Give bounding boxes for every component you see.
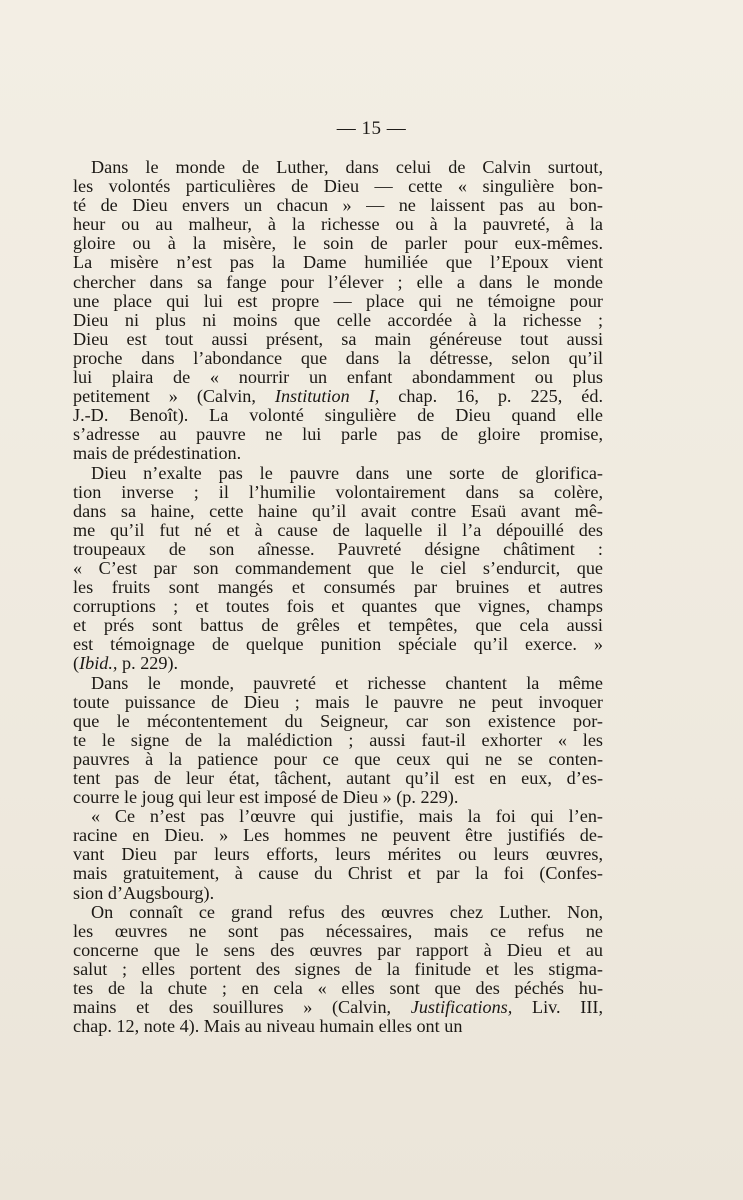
text-line: troupeaux de son aînesse. Pauvreté désigne châtiment :: [73, 538, 603, 559]
text-line: Dans le monde, pauvreté et richesse chantent la même: [91, 672, 603, 693]
text-line: et prés sont battus de grêles et tempêtes, que cela aussi: [73, 615, 603, 636]
text-line: chercher dans sa fange pour l’élever ; elle a dans le monde: [73, 271, 603, 292]
cited-work-title: Institution I,: [274, 386, 380, 407]
text-line: Dieu n’exalte pas le pauvre dans une sorte de glorifica-: [91, 462, 603, 483]
text-line: heur ou au malheur, à la richesse ou à la pauvreté, à la: [73, 214, 603, 235]
text-line: J.-D. Benoît). La volonté singulière de Dieu quand elle: [73, 405, 603, 426]
text-line: tent pas de leur état, tâchent, autant qu’il est en eux, d’es-: [73, 768, 603, 788]
text-line: salut ; elles portent des signes de la finitude et les stigma-: [73, 958, 603, 979]
text-line: toute puissance de Dieu ; mais le pauvre ne peut invoquer: [73, 691, 603, 712]
text-line: vant Dieu par leurs efforts, leurs mérites ou leurs œuvres,: [73, 844, 603, 865]
text-line: On connaît ce grand refus des œuvres chez Luther. Non,: [91, 901, 603, 922]
paragraph-1: [73, 158, 603, 464]
text-line: que le mécontentement du Seigneur, car son existence por-: [73, 710, 603, 731]
text-line: « C’est par son commandement que le ciel s’endurcit, que: [73, 557, 603, 578]
text-line: proche dans l’abondance que dans la détresse, selon qu’il: [73, 347, 603, 368]
paragraph-2: [73, 464, 603, 674]
text-line: (Ibid., p. 229).: [73, 653, 179, 674]
text-line: gloire ou à la misère, le soin de parler pour eux-mêmes.: [73, 233, 603, 254]
text-line: les œuvres ne sont pas nécessaires, mais ce refus ne: [73, 920, 603, 941]
text-line: te le signe de la malédiction ; aussi faut-il exhorter « les: [73, 729, 603, 750]
text-line: Dieu ni plus ni moins que celle accordée à la richesse ;: [73, 309, 603, 330]
text-line: tion inverse ; il l’humilie volontairement dans sa colère,: [73, 481, 603, 502]
text-line: té de Dieu envers un chacun » — ne laissent pas au bon-: [73, 195, 603, 216]
text-line: mais de prédestination.: [73, 443, 242, 464]
text-line: pauvres à la patience pour ce que ceux qui ne se conten-: [73, 748, 603, 769]
text-line: « Ce n’est pas l’œuvre qui justifie, mais la foi qui l’en-: [91, 806, 603, 827]
text-line: est témoignage de quelque punition spéciale qu’il exerce. »: [73, 634, 603, 655]
cited-work-title: Justifications,: [410, 997, 513, 1018]
text-line: me qu’il fut né et à cause de laquelle il l’a dépouillé des: [73, 519, 603, 540]
text-line: dans sa haine, cette haine qu’il avait contre Esaü avant mê-: [73, 500, 603, 521]
text-line: une place qui lui est propre — place qui ne témoigne pour: [73, 290, 603, 311]
text-line: petitement » (Calvin, Institution I, chap. 16, p. 225, éd.: [73, 386, 603, 407]
text-line: Dans le monde de Luther, dans celui de Calvin surtout,: [91, 157, 603, 177]
paragraph-3: [73, 674, 603, 808]
text-line: les fruits sont mangés et consumés par bruines et autres: [73, 577, 603, 598]
body-text: [73, 158, 603, 1036]
paragraph-5: [73, 903, 603, 1037]
text-line: chap. 12, note 4). Mais au niveau humain elles ont un: [73, 1016, 463, 1037]
text-line: racine en Dieu. » Les hommes ne peuvent être justifiés de-: [73, 825, 603, 846]
text-line: mains et des souillures » (Calvin, Justifications, Liv. III,: [73, 997, 603, 1018]
text-line: lui plaira de « nourrir un enfant abondamment ou plus: [73, 367, 603, 388]
text-line: mais gratuitement, à cause du Christ et par la foi (Confes-: [73, 863, 603, 884]
text-line: La misère n’est pas la Dame humiliée que l’Epoux vient: [73, 252, 603, 273]
paragraph-4: [73, 807, 603, 902]
text-line: s’adresse au pauvre ne lui parle pas de gloire promise,: [73, 424, 603, 445]
text-line: corruptions ; et toutes fois et quantes que vignes, champs: [73, 596, 603, 617]
text-line: Dieu est tout aussi présent, sa main généreuse tout aussi: [73, 328, 603, 349]
page-number: — 15 —: [336, 118, 407, 139]
cited-work-title: Ibid.,: [79, 653, 118, 674]
text-line: courre le joug qui leur est imposé de Dieu » (p. 229).: [73, 787, 459, 808]
text-line: sion d’Augsbourg).: [73, 882, 215, 903]
text-line: les volontés particulières de Dieu — cette « singulière bon-: [73, 176, 603, 197]
text-line: concerne que le sens des œuvres par rapport à Dieu et au: [73, 939, 603, 960]
text-line: tes de la chute ; en cela « elles sont que des péchés hu-: [73, 978, 603, 999]
